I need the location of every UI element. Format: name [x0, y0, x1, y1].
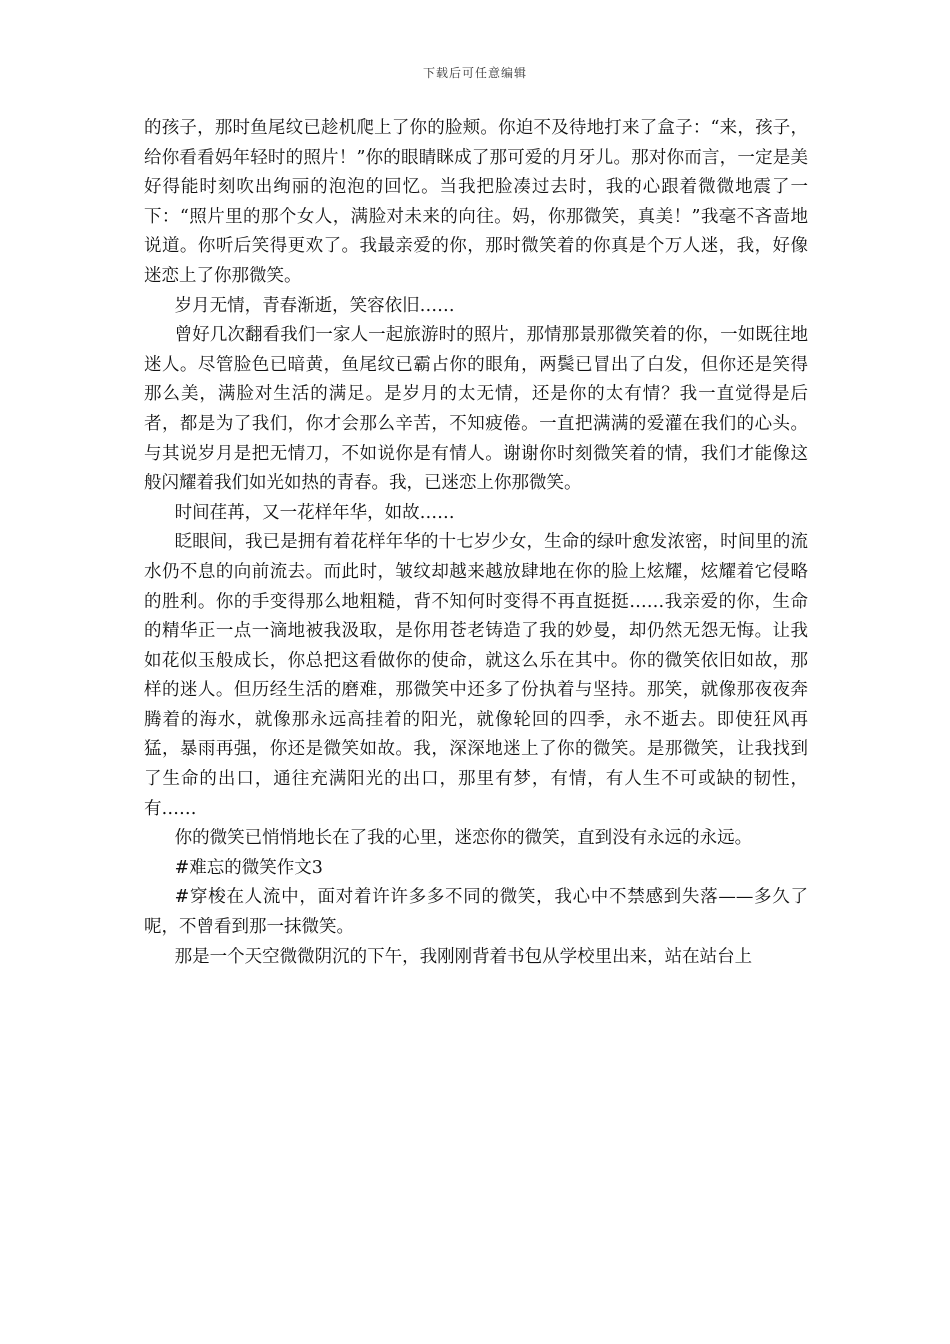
document-body	[144, 114, 808, 972]
section-heading: #难忘的微笑作文3	[174, 857, 323, 878]
paragraph: 的孩子，那时鱼尾纹已趁机爬上了你的脸颊。你迫不及待地打来了盒子：“来，孩子，给你看看妈年轻时的照片！”你的眼睛眯成了那可爱的月牙儿。那对你而言，一定是美好得能时刻吹出绚丽的泡泡的回忆。当我把脸凑过去时，我的心跟着微微地震了一下：“照片里的那个女人，满脸对未来的向往。妈，你那微笑，真美！”我毫不吝啬地说道。你听后笑得更欢了。我最亲爱的你，那时微笑着的你真是个万人迷，我，好像迷恋上了你那微笑。	[144, 118, 808, 286]
paragraph: 时间荏苒，又一花样年华，如故……	[174, 502, 455, 523]
page-header: 下载后可任意编辑	[422, 66, 527, 80]
paragraph: 那是一个天空微微阴沉的下午，我刚刚背着书包从学校里出来，站在站台上	[174, 946, 753, 967]
paragraph: 你的微笑已悄悄地长在了我的心里，迷恋你的微笑，直到没有永远的永远。	[174, 828, 753, 849]
paragraph: 岁月无情，青春渐逝，笑容依旧……	[174, 295, 455, 316]
paragraph: 眨眼间，我已是拥有着花样年华的十七岁少女，生命的绿叶愈发浓密，时间里的流水仍不息的向前流去。而此时，皱纹却越来越放肆地在你的脸上炫耀，炫耀着它侵略的胜利。你的手变得那么地粗糙，背不知何时变得不再直挺挺……我亲爱的你，生命的精华正一点一滴地被我汲取，是你用苍老铸造了我的妙曼，却仍然无怨无悔。让我如花似玉般成长，你总把这看做你的使命，就这么乐在其中。你的微笑依旧如故，那样的迷人。但历经生活的磨难，那微笑中还多了份执着与坚持。那笑，就像那夜夜奔腾着的海水，就像那永远高挂着的阳光，就像轮回的四季，永不逝去。即使狂风再猛，暴雨再强，你还是微笑如故。我，深深地迷上了你的微笑。是那微笑，让我找到了生命的出口，通往充满阳光的出口，那里有梦，有情，有人生不可或缺的韧性，有……	[144, 532, 808, 819]
paragraph: 曾好几次翻看我们一家人一起旅游时的照片，那情那景那微笑着的你，一如既往地迷人。尽管脸色已暗黄，鱼尾纹已霸占你的眼角，两鬓已冒出了白发，但你还是笑得那么美，满脸对生活的满足。是岁月的太无情，还是你的太有情？我一直觉得是后者，都是为了我们，你才会那么辛苦，不知疲倦。一直把满满的爱灌在我们的心头。与其说岁月是把无情刀，不如说你是有情人。谢谢你时刻微笑着的情，我们才能像这般闪耀着我们如光如热的青春。我，已迷恋上你那微笑。	[144, 325, 808, 494]
paragraph: #穿梭在人流中，面对着许许多多不同的微笑，我心中不禁感到失落——多久了呢，不曾看到那一抹微笑。	[144, 887, 808, 938]
